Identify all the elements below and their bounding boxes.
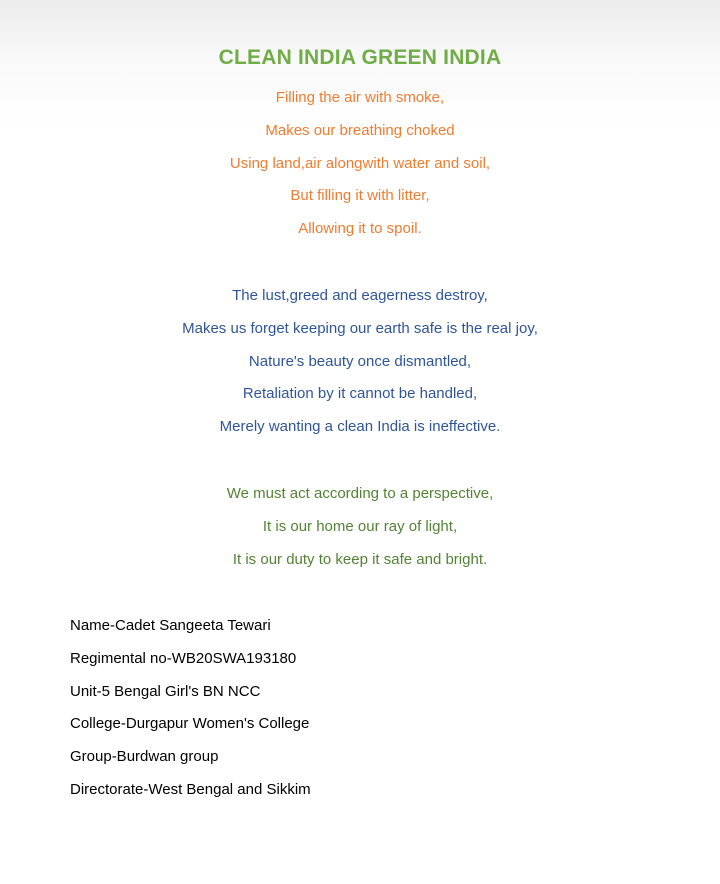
poem-line: Filling the air with smoke, xyxy=(275,89,445,106)
group: Group-Burdwan group xyxy=(70,748,219,766)
stanza-2 xyxy=(0,280,720,444)
regimental-number: Regimental no-WB20SWA193180 xyxy=(70,649,297,667)
poem-line: Retaliation by it cannot be handled, xyxy=(242,385,478,403)
poem-line: It is our home our ray of light, xyxy=(262,517,458,535)
poem-line: Makes our breathing choked xyxy=(265,121,455,139)
unit: Unit-5 Bengal Girl's BN NCC xyxy=(70,682,261,700)
poem-line: Allowing it to spoil. xyxy=(298,220,422,238)
poem-line: Makes us forget keeping our earth safe is the real joy, xyxy=(182,319,538,337)
stanza-1 xyxy=(0,82,720,246)
poem-line: We must act according to a perspective, xyxy=(226,485,494,502)
poem-title: CLEAN INDIA GREEN INDIA xyxy=(218,46,502,69)
poem-line: It is our duty to keep it safe and bright. xyxy=(232,550,488,568)
author-name: Name-Cadet Sangeeta Tewari xyxy=(70,617,271,634)
author-details xyxy=(70,610,670,807)
poem-line: Merely wanting a clean India is ineffective. xyxy=(219,418,501,436)
stanza-3 xyxy=(0,478,720,576)
poem-line: Nature's beauty once dismantled, xyxy=(248,352,472,370)
poem-line: The lust,greed and eagerness destroy, xyxy=(232,287,488,304)
poem-line: Using land,air alongwith water and soil, xyxy=(229,154,491,172)
directorate: Directorate-West Bengal and Sikkim xyxy=(70,780,311,798)
college: College-Durgapur Women's College xyxy=(70,715,310,733)
poem-line: But filling it with litter, xyxy=(290,187,430,205)
